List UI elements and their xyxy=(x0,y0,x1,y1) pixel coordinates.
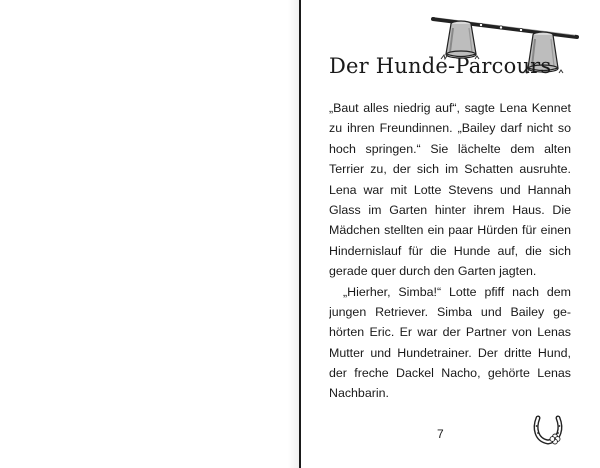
text-line: Nachbarin. xyxy=(329,386,389,401)
text-line: Terrier zu, der sich im Schatten ausruhte. xyxy=(329,162,571,177)
text-line: jungen Retriever. Simba und Bailey ge- xyxy=(329,304,571,319)
text-line: Mädchen stellten ein paar Hürden für einen xyxy=(329,223,571,238)
left-bucket xyxy=(446,21,476,58)
text-line: der freche Dackel Nacho, gehörte Lenas xyxy=(329,366,571,381)
gutter-shadow xyxy=(288,0,299,468)
horseshoe-clover-icon xyxy=(531,414,565,448)
text-line: Mutter und Hundetrainer. Der dritte Hund, xyxy=(329,345,571,360)
chapter-title: Der Hunde-Parcours xyxy=(329,54,552,78)
text-line: hoch springen.“ Sie lächelte dem alten xyxy=(329,141,571,156)
text-line: „Baut alles niedrig auf“, sagte Lena Kennet xyxy=(329,101,571,115)
text-line: Hindernislauf für die Hunde auf, die sich xyxy=(329,243,571,258)
text-line: hörten Eric. Er war der Partner von Lenas xyxy=(329,325,571,340)
page-number: 7 xyxy=(437,427,444,441)
text-line: gerade quer durch den Garten jagten. xyxy=(329,264,537,279)
right-page xyxy=(301,0,600,468)
text-line: „Hierher, Simba!“ Lotte pfiff nach dem xyxy=(343,284,571,299)
text-line: zu ihren Freundinnen. „Bailey darf nicht so xyxy=(329,121,571,136)
text-line: Lena war mit Lotte Stevens und Hannah xyxy=(329,182,571,197)
chapter-body xyxy=(329,98,571,404)
text-line: Glass im Garten hinter ihrem Haus. Die xyxy=(329,202,571,217)
